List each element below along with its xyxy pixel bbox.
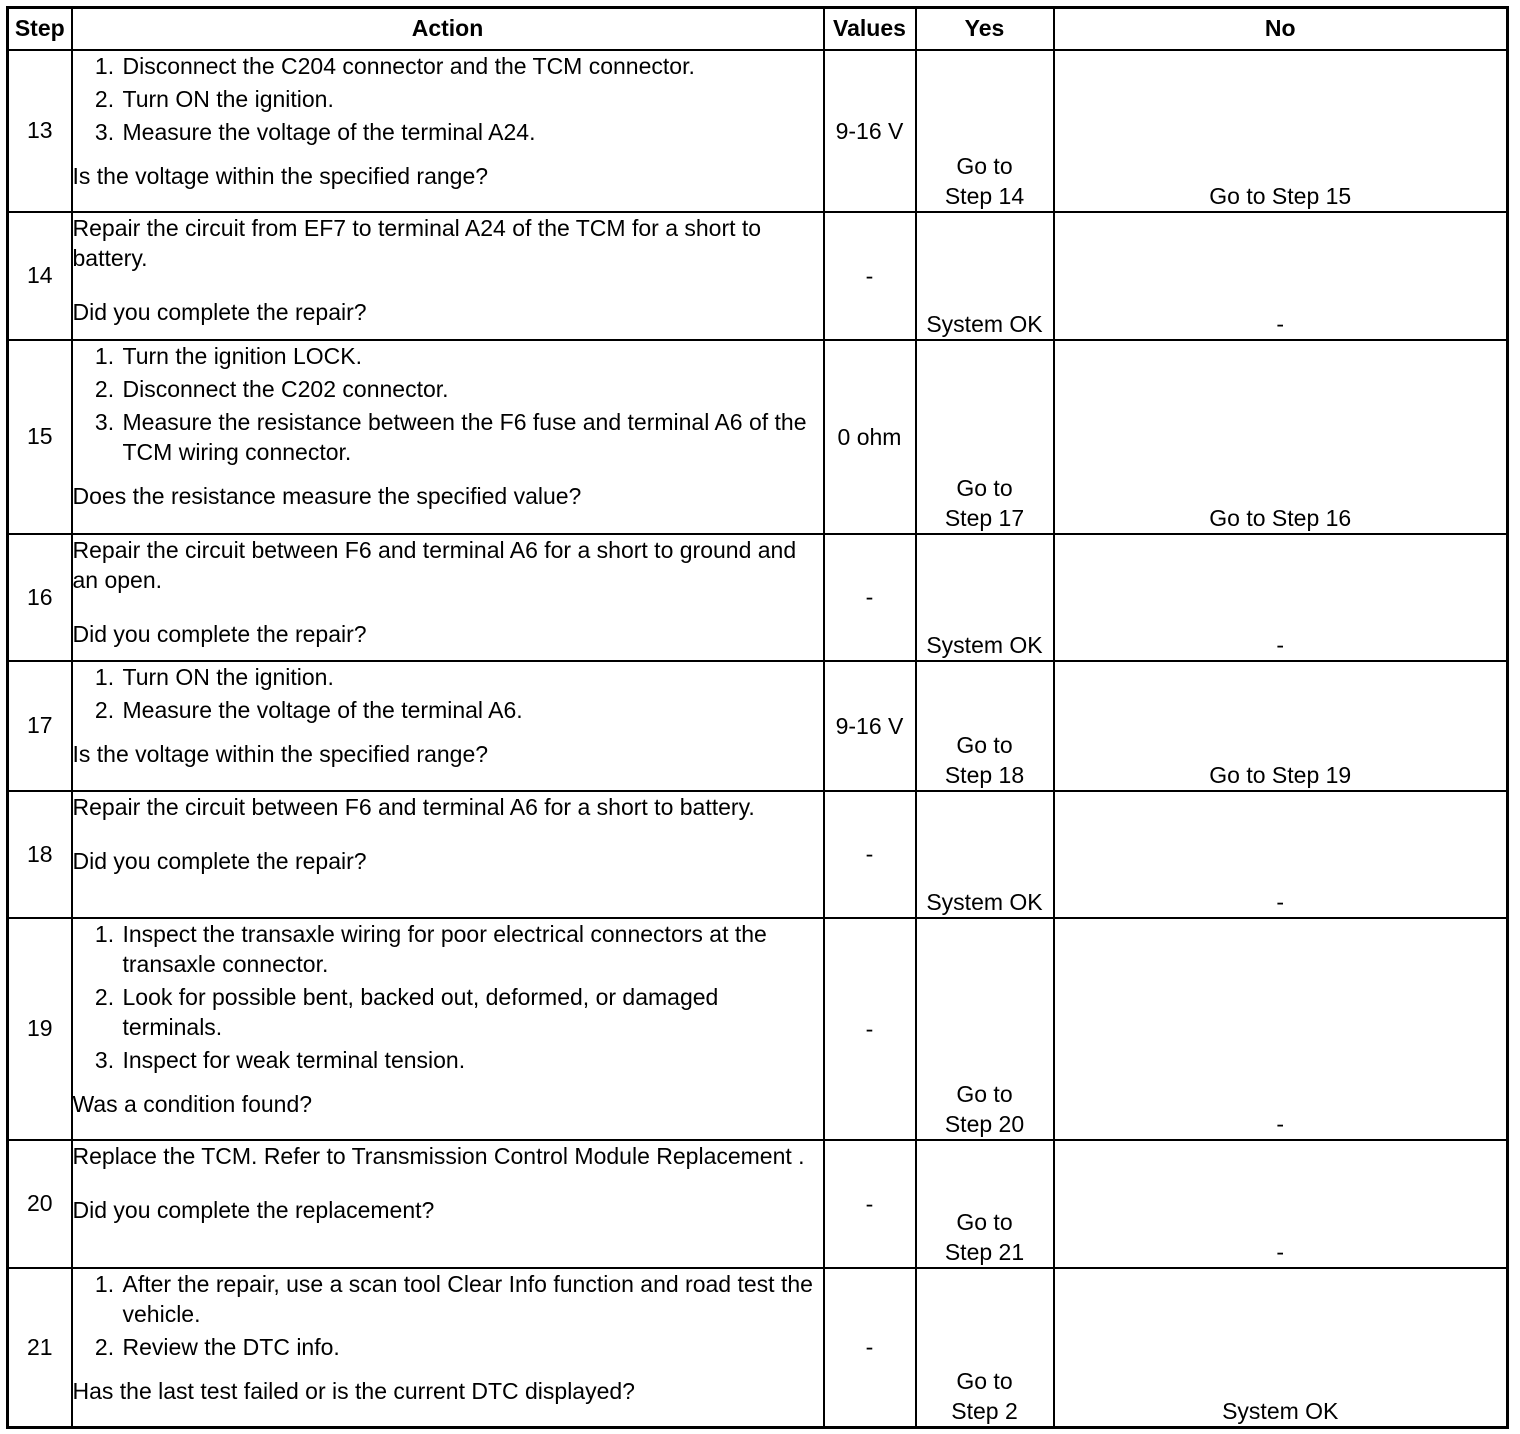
action-cell xyxy=(72,534,824,661)
header-action: Action xyxy=(72,8,824,50)
action-steps-list xyxy=(73,662,823,725)
no-cell: Go to Step 15 xyxy=(1054,50,1508,212)
action-question: Is the voltage within the specified range? xyxy=(72,740,489,767)
step-number: 16 xyxy=(8,534,72,661)
yes-line: Step 20 xyxy=(944,1110,1025,1137)
yes-line: Step 2 xyxy=(951,1398,1018,1424)
value-cell: - xyxy=(824,534,916,661)
action-steps-list xyxy=(73,919,823,1075)
action-question: Did you complete the repair? xyxy=(72,298,367,325)
action-question: Did you complete the repair? xyxy=(72,847,367,874)
action-step-item: 1. Inspect the transaxle wiring for poor electrical connectors at the transaxle connector. xyxy=(121,919,823,979)
action-step-item: 1. Disconnect the C204 connector and the TCM connector. xyxy=(121,51,823,81)
action-step-item: 1. Turn the ignition LOCK. xyxy=(121,341,823,371)
table-row xyxy=(8,534,1508,661)
yes-line: Go to xyxy=(956,1208,1013,1235)
step-number: 15 xyxy=(8,340,72,534)
action-steps-list xyxy=(73,51,823,147)
action-text: Repair the circuit between F6 and terminal A6 for a short to ground and an open. xyxy=(72,536,797,593)
step-number: 14 xyxy=(8,212,72,340)
table-row xyxy=(8,1140,1508,1268)
action-cell xyxy=(72,1268,824,1428)
yes-line: System OK xyxy=(926,310,1043,337)
yes-line: System OK xyxy=(926,631,1043,658)
yes-cell xyxy=(916,50,1054,212)
table-row xyxy=(8,791,1508,918)
action-cell xyxy=(72,340,824,534)
action-steps-list xyxy=(73,1269,823,1362)
yes-cell xyxy=(916,918,1054,1140)
action-cell xyxy=(72,791,824,918)
action-step-item: 3. Measure the resistance between the F6 fuse and terminal A6 of the TCM wiring connector. xyxy=(121,407,823,467)
value-cell: - xyxy=(824,791,916,918)
value-cell: - xyxy=(824,212,916,340)
value-cell: 9-16 V xyxy=(824,661,916,791)
yes-cell xyxy=(916,340,1054,534)
yes-line: Step 21 xyxy=(944,1238,1025,1265)
action-question: Does the resistance measure the specified value? xyxy=(72,482,582,509)
action-step-item: 2. Turn ON the ignition. xyxy=(121,84,823,114)
action-text: Repair the circuit between F6 and terminal A6 for a short to battery. xyxy=(72,793,755,820)
action-question: Did you complete the repair? xyxy=(72,620,367,647)
action-question: Was a condition found? xyxy=(72,1090,313,1117)
table-row xyxy=(8,918,1508,1140)
no-cell: - xyxy=(1054,1140,1508,1268)
action-cell xyxy=(72,918,824,1140)
action-step-item: 2. Measure the voltage of the terminal A6. xyxy=(121,695,823,725)
yes-line: Step 17 xyxy=(944,504,1025,531)
yes-line: Step 14 xyxy=(944,182,1025,209)
action-cell xyxy=(72,50,824,212)
yes-cell xyxy=(916,534,1054,661)
table-row xyxy=(8,340,1508,534)
action-text: Repair the circuit from EF7 to terminal A24 of the TCM for a short to battery. xyxy=(72,214,762,271)
value-cell: 0 ohm xyxy=(824,340,916,534)
no-cell: - xyxy=(1054,791,1508,918)
table-row xyxy=(8,212,1508,340)
no-cell: Go to Step 16 xyxy=(1054,340,1508,534)
yes-line: Go to xyxy=(956,1080,1013,1107)
step-number: 21 xyxy=(8,1268,72,1428)
table-row xyxy=(8,1268,1508,1428)
yes-line: Step 18 xyxy=(944,761,1025,788)
yes-cell xyxy=(916,1140,1054,1268)
header-no: No xyxy=(1054,8,1508,50)
diagnostic-table xyxy=(6,6,1509,1429)
yes-line: Go to xyxy=(956,474,1013,501)
step-number: 20 xyxy=(8,1140,72,1268)
header-step: Step xyxy=(8,8,72,50)
action-step-item: 3. Measure the voltage of the terminal A24. xyxy=(121,117,823,147)
yes-cell xyxy=(916,212,1054,340)
no-cell: - xyxy=(1054,534,1508,661)
action-step-item: 2. Review the DTC info. xyxy=(121,1332,823,1362)
action-question: Did you complete the replacement? xyxy=(72,1196,435,1223)
step-number: 19 xyxy=(8,918,72,1140)
action-step-item: 2. Look for possible bent, backed out, deformed, or damaged terminals. xyxy=(121,982,823,1042)
yes-line: System OK xyxy=(926,888,1043,915)
yes-cell xyxy=(916,791,1054,918)
value-cell: - xyxy=(824,918,916,1140)
table-row xyxy=(8,661,1508,791)
step-number: 18 xyxy=(8,791,72,918)
action-cell xyxy=(72,1140,824,1268)
value-cell: - xyxy=(824,1140,916,1268)
table-row xyxy=(8,50,1508,212)
value-cell: 9-16 V xyxy=(824,50,916,212)
action-steps-list xyxy=(73,341,823,467)
yes-cell xyxy=(916,661,1054,791)
no-cell: - xyxy=(1054,212,1508,340)
action-step-item: 1. Turn ON the ignition. xyxy=(121,662,823,692)
step-number: 13 xyxy=(8,50,72,212)
yes-cell xyxy=(916,1268,1054,1428)
no-cell: - xyxy=(1054,918,1508,1140)
action-step-item: 2. Disconnect the C202 connector. xyxy=(121,374,823,404)
action-cell xyxy=(72,661,824,791)
no-cell: Go to Step 19 xyxy=(1054,661,1508,791)
header-row xyxy=(8,8,1508,50)
action-text: Replace the TCM. Refer to Transmission Control Module Replacement . xyxy=(72,1142,805,1169)
header-yes: Yes xyxy=(916,8,1054,50)
value-cell: - xyxy=(824,1268,916,1428)
action-step-item: 3. Inspect for weak terminal tension. xyxy=(121,1045,823,1075)
no-cell: System OK xyxy=(1054,1268,1508,1428)
action-question: Is the voltage within the specified range? xyxy=(72,162,489,189)
action-question: Has the last test failed or is the current DTC displayed? xyxy=(72,1377,635,1404)
header-values: Values xyxy=(824,8,916,50)
yes-line: Go to xyxy=(956,152,1013,179)
step-number: 17 xyxy=(8,661,72,791)
yes-line: Go to xyxy=(956,731,1013,758)
yes-line: Go to xyxy=(956,1368,1013,1394)
action-cell xyxy=(72,212,824,340)
action-step-item: 1. After the repair, use a scan tool Clear Info function and road test the vehicle. xyxy=(121,1269,823,1329)
